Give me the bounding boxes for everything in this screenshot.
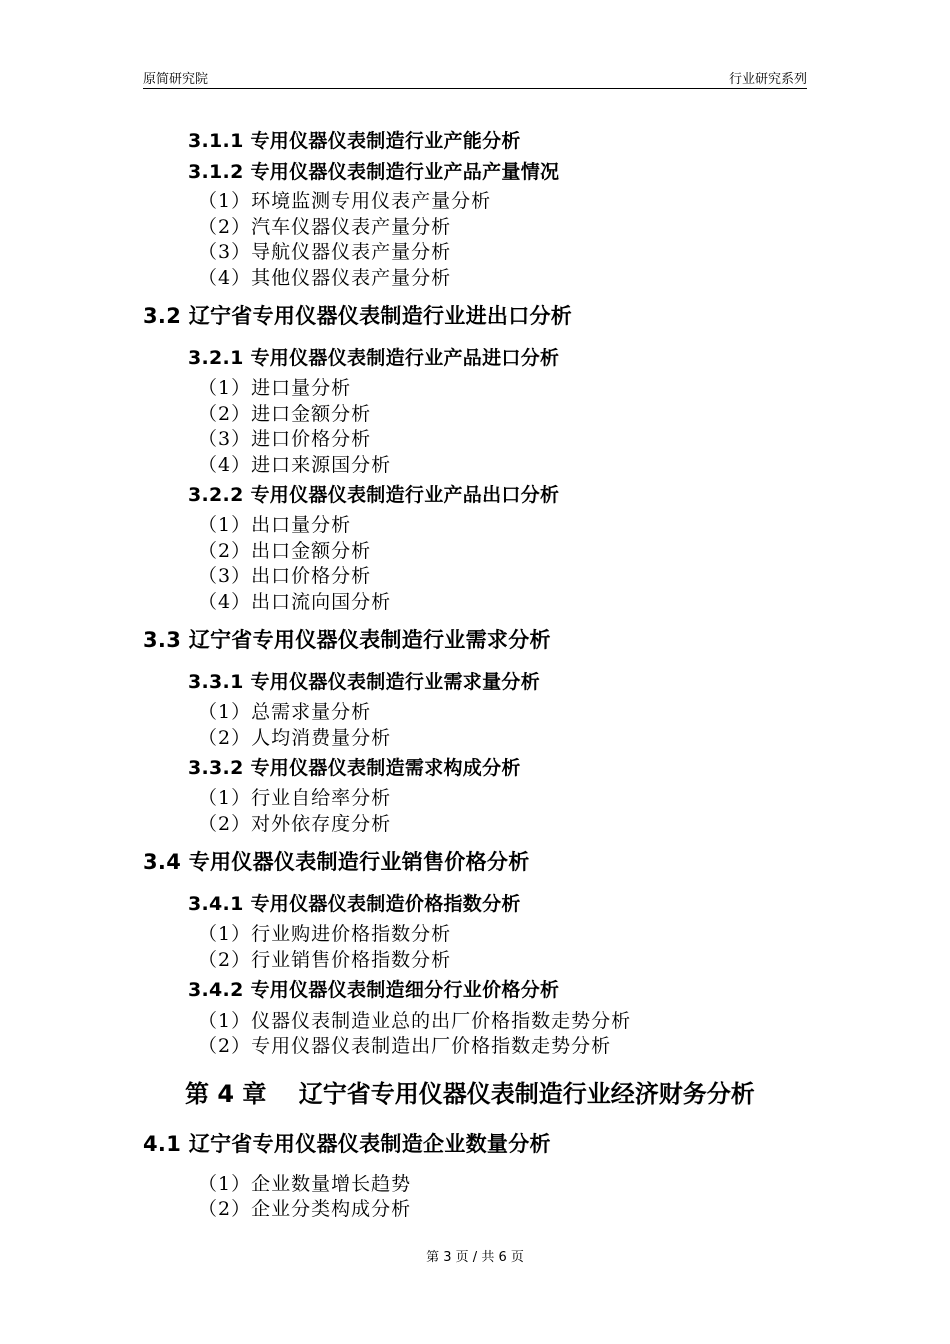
toc-chapter-title: 第 4 章 辽宁省专用仪器仪表制造行业经济财务分析 xyxy=(185,1080,755,1108)
toc-item: （2）企业分类构成分析 xyxy=(198,1198,412,1220)
toc-heading-2: 3.2 辽宁省专用仪器仪表制造行业进出口分析 xyxy=(143,304,573,328)
toc-heading-3: 3.2.1 专用仪器仪表制造行业产品进口分析 xyxy=(188,347,560,369)
toc-heading-3: 3.4.1 专用仪器仪表制造价格指数分析 xyxy=(188,893,521,915)
toc-heading-2: 4.1 辽宁省专用仪器仪表制造企业数量分析 xyxy=(143,1132,551,1156)
toc-item: （1）仪器仪表制造业总的出厂价格指数走势分析 xyxy=(198,1010,632,1032)
toc-item: （2）人均消费量分析 xyxy=(198,727,392,749)
toc-item: （2）出口金额分析 xyxy=(198,540,372,562)
toc-item: （2）汽车仪器仪表产量分析 xyxy=(198,216,452,238)
toc-item: （1）行业自给率分析 xyxy=(198,787,392,809)
toc-item: （1）行业购进价格指数分析 xyxy=(198,923,452,945)
toc-item: （1）企业数量增长趋势 xyxy=(198,1173,412,1195)
toc-item: （3）导航仪器仪表产量分析 xyxy=(198,241,452,263)
toc-heading-3: 3.3.2 专用仪器仪表制造需求构成分析 xyxy=(188,757,521,779)
toc-item: （4）进口来源国分析 xyxy=(198,454,392,476)
toc-item: （1）出口量分析 xyxy=(198,514,352,536)
toc-heading-3: 3.1.1 专用仪器仪表制造行业产能分析 xyxy=(188,130,521,152)
page-header xyxy=(143,64,807,89)
toc-item: （3）进口价格分析 xyxy=(198,428,372,450)
toc-heading-3: 3.4.2 专用仪器仪表制造细分行业价格分析 xyxy=(188,979,560,1001)
toc-item: （1）总需求量分析 xyxy=(198,701,372,723)
header-org-name: 原简研究院 xyxy=(143,72,209,87)
toc-item: （2）行业销售价格指数分析 xyxy=(198,949,452,971)
toc-item: （1）环境监测专用仪表产量分析 xyxy=(198,190,492,212)
toc-item: （2）专用仪器仪表制造出厂价格指数走势分析 xyxy=(198,1035,612,1057)
toc-heading-2: 3.4 专用仪器仪表制造行业销售价格分析 xyxy=(143,850,530,874)
page-footer: 第 3 页 / 共 6 页 xyxy=(426,1250,524,1265)
toc-heading-2: 3.3 辽宁省专用仪器仪表制造行业需求分析 xyxy=(143,628,551,652)
toc-heading-3: 3.2.2 专用仪器仪表制造行业产品出口分析 xyxy=(188,484,560,506)
toc-heading-3: 3.3.1 专用仪器仪表制造行业需求量分析 xyxy=(188,671,541,693)
toc-item: （4）出口流向国分析 xyxy=(198,591,392,613)
toc-item: （4）其他仪器仪表产量分析 xyxy=(198,267,452,289)
header-series-name: 行业研究系列 xyxy=(728,72,807,87)
toc-item: （2）进口金额分析 xyxy=(198,403,372,425)
toc-item: （3）出口价格分析 xyxy=(198,565,372,587)
toc-item: （1）进口量分析 xyxy=(198,377,352,399)
toc-heading-3: 3.1.2 专用仪器仪表制造行业产品产量情况 xyxy=(188,161,560,183)
toc-item: （2）对外依存度分析 xyxy=(198,813,392,835)
